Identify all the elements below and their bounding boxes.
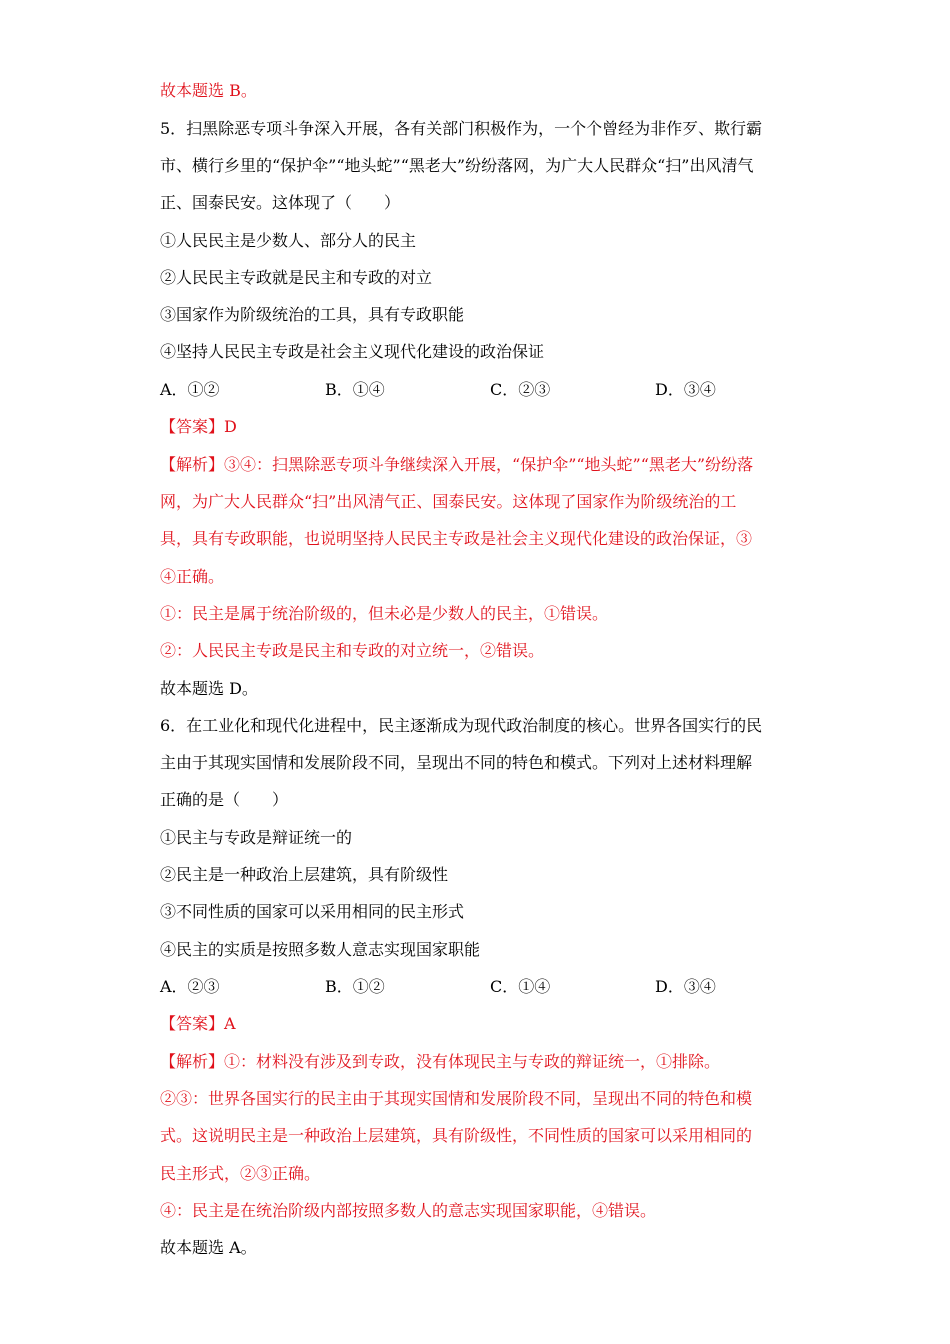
- q6-stem-line-3: 正确的是（ ）: [160, 790, 289, 809]
- q6-stem-line-1: 6．在工业化和现代化进程中，民主逐渐成为现代政治制度的核心。世界各国实行的民: [160, 716, 763, 735]
- q5-statement-2: ②人民民主专政就是民主和专政的对立: [160, 268, 433, 287]
- q6-analysis-text-1: ①：材料没有涉及到专政，没有体现民主与专政的辩证统一，①排除。: [224, 1052, 721, 1071]
- q6-statement-2: ②民主是一种政治上层建筑，具有阶级性: [160, 865, 449, 884]
- q5-option-b: B．①④: [325, 380, 385, 399]
- q6-analysis-line-4: 民主形式，②③正确。: [160, 1164, 321, 1183]
- q5-option-d: D．③④: [655, 380, 716, 399]
- q5-analysis-text-1: ③④：扫黑除恶专项斗争继续深入开展，“保护伞”“地头蛇”“黑老大”纷纷落: [224, 455, 754, 474]
- q5-stem-line-1: 5．扫黑除恶专项斗争深入开展，各有关部门积极作为，一个个曾经为非作歹、欺行霸: [160, 119, 763, 138]
- q6-option-d: D．③④: [655, 977, 716, 996]
- q5-analysis-label: 【解析】: [160, 455, 225, 474]
- q5-analysis-line-4: ④正确。: [160, 567, 225, 586]
- q5-stem-line-2: 市、横行乡里的“保护伞”“地头蛇”“黑老大”纷纷落网，为广大人民群众“扫”出风清气: [160, 156, 754, 175]
- q6-statement-4: ④民主的实质是按照多数人意志实现国家职能: [160, 940, 481, 959]
- q6-answer-value: A: [224, 1014, 236, 1033]
- q5-statement-3: ③国家作为阶级统治的工具，具有专政职能: [160, 305, 465, 324]
- q6-analysis-line-2: ②③：世界各国实行的民主由于其现实国情和发展阶段不同，呈现出不同的特色和模: [160, 1089, 753, 1108]
- q5-statement-1: ①人民民主是少数人、部分人的民主: [160, 231, 417, 250]
- q5-analysis-line-6: ②：人民民主专政是民主和专政的对立统一，②错误。: [160, 641, 545, 660]
- q6-answer: [160, 1013, 236, 1035]
- q5-analysis-line-3: 具，具有专政职能，也说明坚持人民民主专政是社会主义现代化建设的政治保证，③: [160, 529, 753, 548]
- q5-answer-value: D: [224, 417, 237, 436]
- q6-answer-label: 【答案】: [160, 1014, 225, 1033]
- q5-answer-label: 【答案】: [160, 417, 225, 436]
- q6-analysis-label: 【解析】: [160, 1052, 225, 1071]
- q5-option-c: C．②③: [490, 380, 551, 399]
- q5-analysis-line-2: 网，为广大人民群众“扫”出风清气正、国泰民安。这体现了国家作为阶级统治的工: [160, 492, 737, 511]
- q6-option-b: B．①②: [325, 977, 385, 996]
- q5-statement-4: ④坚持人民民主专政是社会主义现代化建设的政治保证: [160, 342, 545, 361]
- q6-analysis-line-3: 式。这说明民主是一种政治上层建筑，具有阶级性，不同性质的国家可以采用相同的: [160, 1126, 753, 1145]
- q5-answer: [160, 416, 237, 438]
- q6-analysis-line-1: [160, 1051, 720, 1073]
- q6-statement-3: ③不同性质的国家可以采用相同的民主形式: [160, 902, 465, 921]
- q6-conclusion: 故本题选 A。: [160, 1238, 257, 1257]
- q6-option-c: C．①④: [490, 977, 551, 996]
- q5-analysis-line-5: ①：民主是属于统治阶级的，但未必是少数人的民主，①错误。: [160, 604, 609, 623]
- q5-analysis-line-1: [160, 454, 753, 476]
- q4-conclusion: 故本题选 B。: [160, 81, 257, 100]
- q5-option-a: A．①②: [160, 380, 220, 399]
- q6-stem-line-2: 主由于其现实国情和发展阶段不同，呈现出不同的特色和模式。下列对上述材料理解: [160, 753, 753, 772]
- q6-analysis-line-5: ④：民主是在统治阶级内部按照多数人的意志实现国家职能，④错误。: [160, 1201, 657, 1220]
- q6-statement-1: ①民主与专政是辩证统一的: [160, 828, 353, 847]
- q5-conclusion: 故本题选 D。: [160, 679, 258, 698]
- q6-option-a: A．②③: [160, 977, 220, 996]
- q5-stem-line-3: 正、国泰民安。这体现了（ ）: [160, 193, 401, 212]
